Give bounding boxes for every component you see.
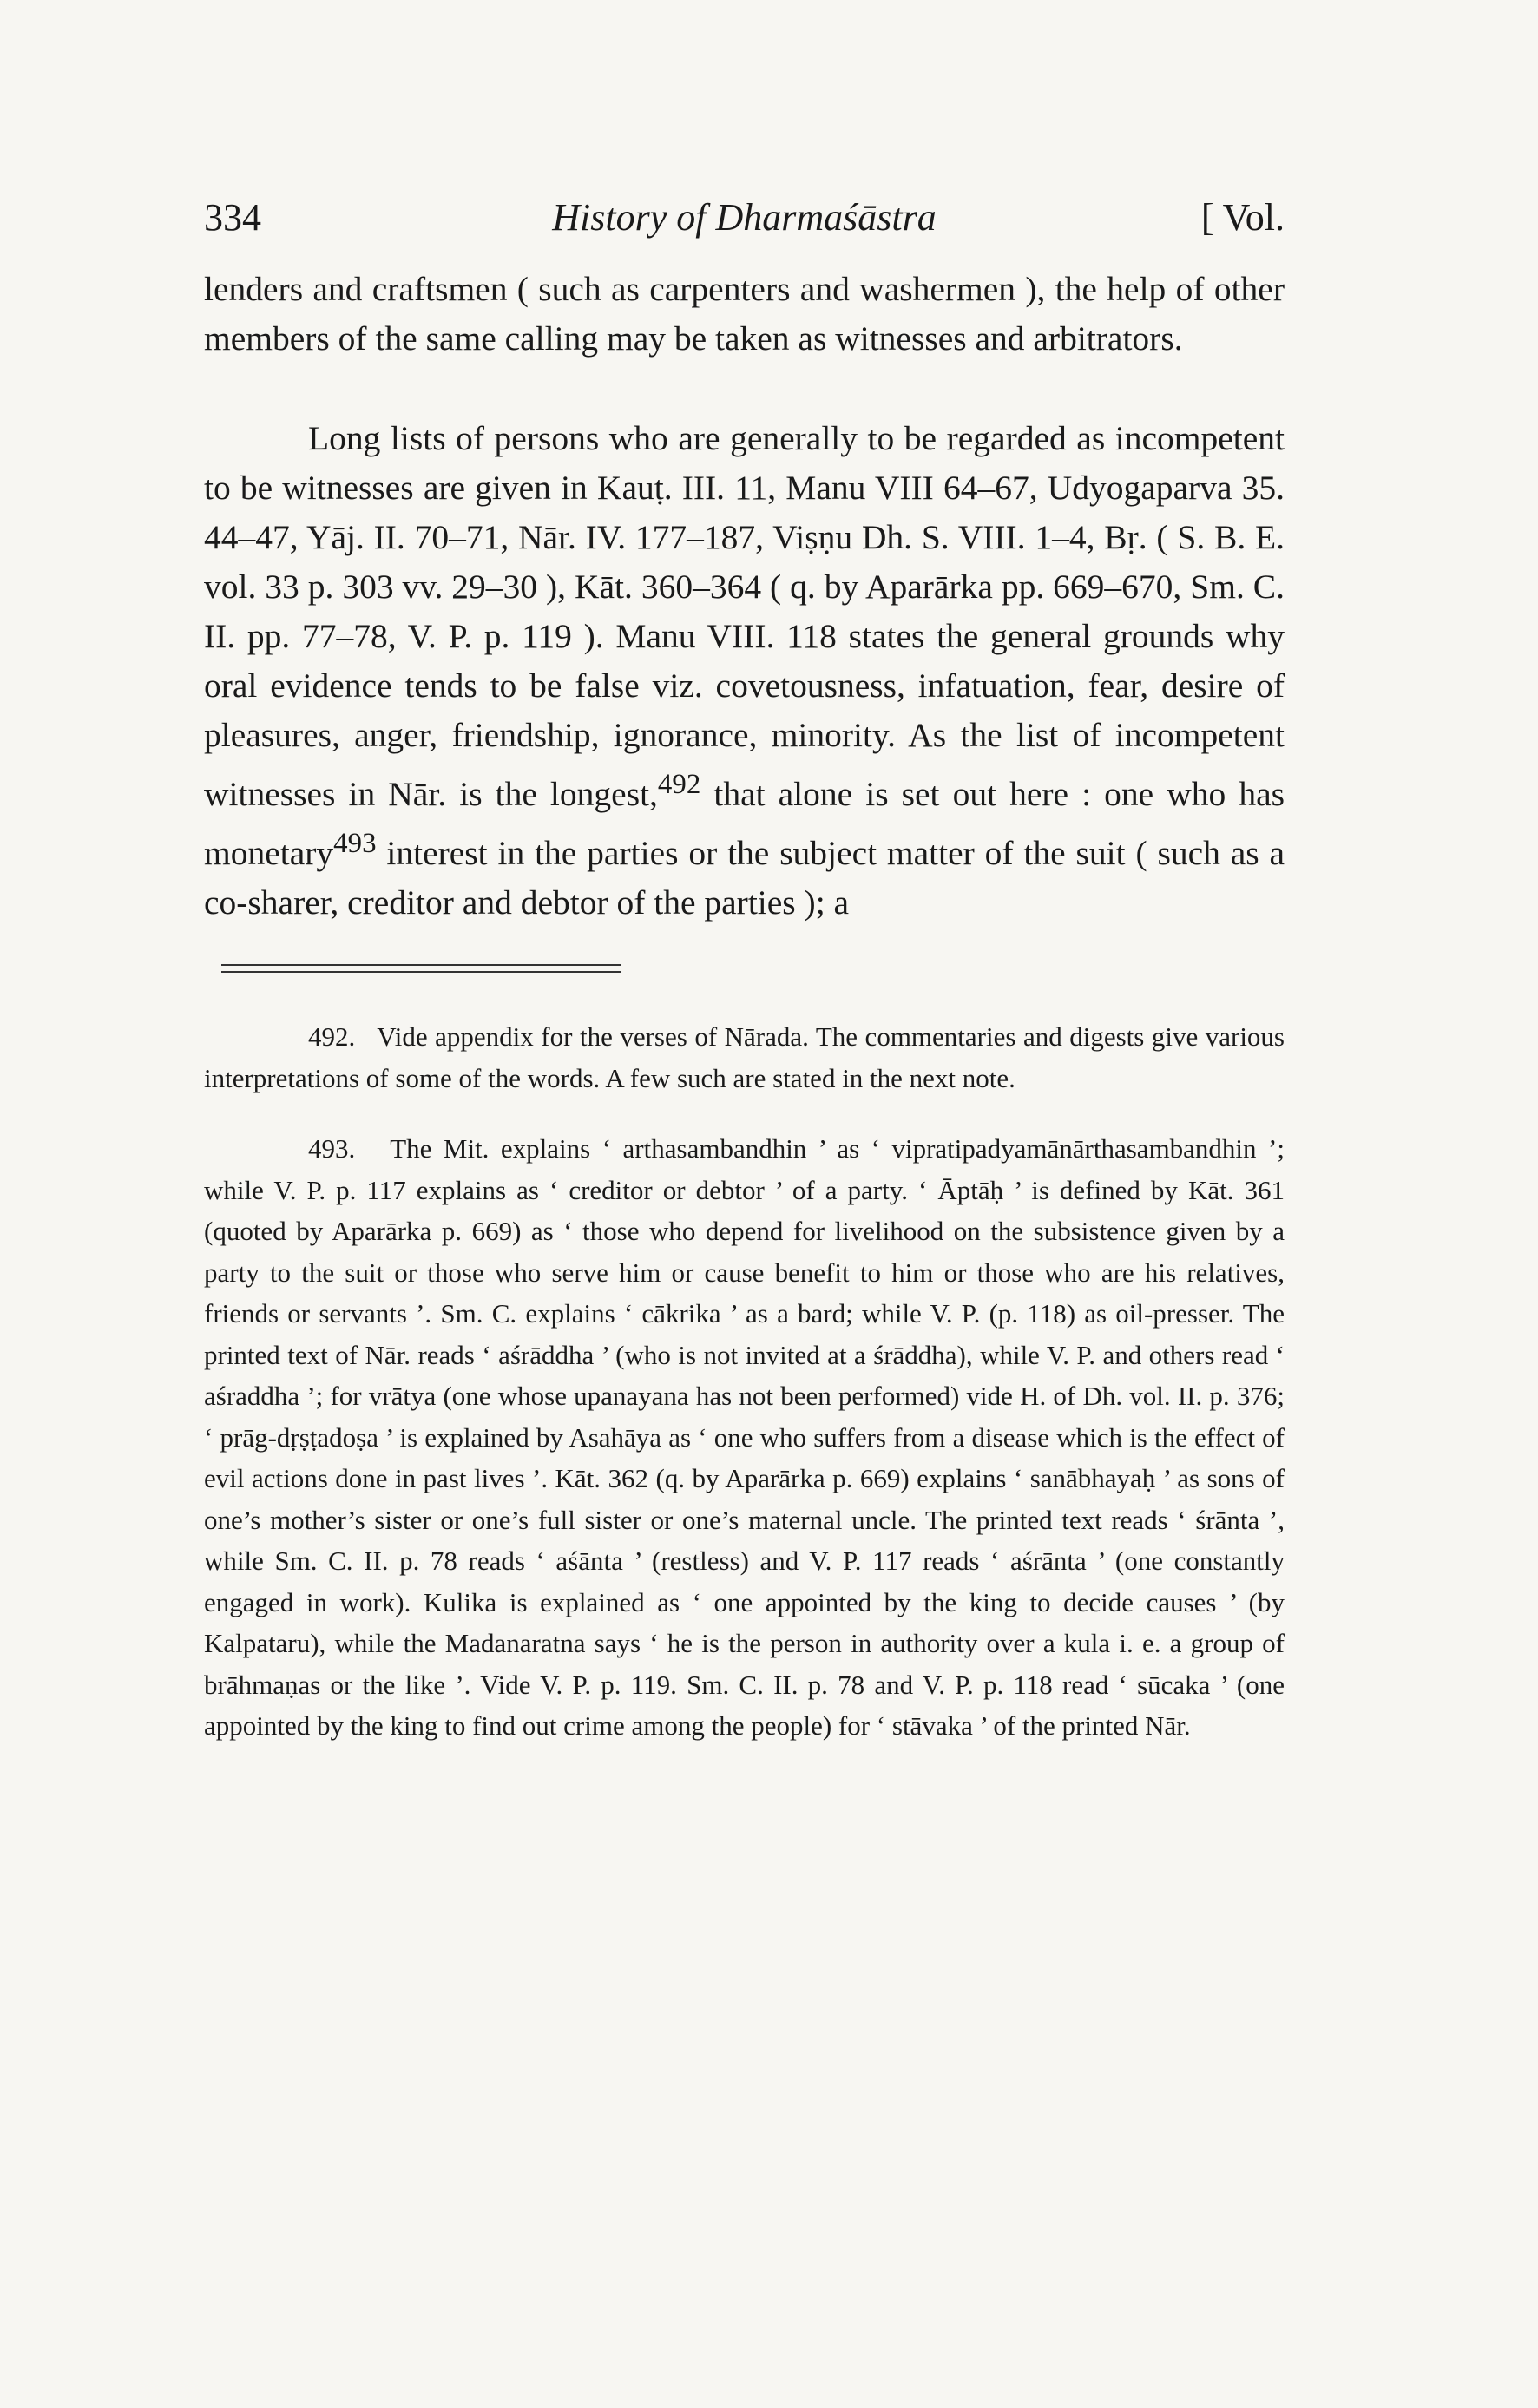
volume-label: [ Vol. (1200, 196, 1285, 239)
paragraph-text-part-3: interest in the parties or the subject matter of the suit ( such as a co-sharer, creditor and debtor of the parties ); a (204, 834, 1285, 922)
paragraph-incompetent-witnesses (204, 414, 1285, 928)
footnote-492 (204, 1016, 1285, 1099)
running-title: History of Dharmaśāstra (552, 196, 937, 239)
footnote-separator (221, 964, 621, 973)
paragraph-text-part-1: Long lists of persons who are generally to be regarded as incompetent to be witnesses are given in Kauṭ. III. 11, Manu VIII 64–67, Udyogaparva 35. 44–47, Yāj. II. 70–71, Nār. IV. 177–187, Viṣṇu Dh. S. VIII. 1–4, Bṛ. ( S. B. E. vol. 33 p. 303 vv. 29–30 ), Kāt. 360–364 ( q. by Aparārka pp. 669–670, Sm. C. II. pp. 77–78, V. P. p. 119 ). Manu VIII. 118 states the general grounds why oral evidence tends to be false viz. covetousness, infatuation, fear, desire of pleasures, anger, friendship, ignorance, minority. As the list of incompetent witnesses in Nār. is the longest, (204, 419, 1285, 814)
footnote-493 (204, 1128, 1285, 1747)
page-header (204, 195, 1285, 256)
footnote-ref-493: 493 (333, 828, 377, 860)
footnote-ref-492: 492 (657, 769, 701, 800)
page-number: 334 (204, 196, 261, 239)
footnote-number: 493. (308, 1133, 356, 1165)
footnote-text: Vide appendix for the verses of Nārada. The commentaries and digests give various interpretations of some of the words. A few such are stated in the next note. (204, 1021, 1285, 1093)
footnote-number: 492. (308, 1021, 356, 1053)
book-page (204, 195, 1285, 1776)
paragraph-continued: lenders and craftsmen ( such as carpenters and washermen ), the help of other members of the same calling may be taken as witnesses and arbitrators. (204, 270, 1285, 358)
footnote-text: The Mit. explains ‘ arthasambandhin ’ as ‘ vipratipadyamānārthasambandhin ’; while V. P. p. 117 explains as ‘ creditor or debtor ’ of a party. ‘ Āptāḥ ’ is defined by Kāt. 361 (quoted by Aparārka p. 669) as ‘ those who depend for livelihood on the subsistence given by a party to the suit or those who serve him or cause benefit to him or those who are his relatives, friends or servants ’. Sm. C. explains ‘ cākrika ’ as a bard; while V. P. (p. 118) as oil-presser. The printed text of Nār. reads ‘ aśrāddha ’ (who is not invited at a śrāddha), while V. P. and others read ‘ aśraddha ’; for vrātya (one whose upanayana has not been performed) vide H. of Dh. vol. II. p. 376; ‘ prāg-dṛṣṭadoṣa ’ is explained by Asahāya as ‘ one who suffers from a disease which is the effect of evil actions done in past lives ’. Kāt. 362 (q. by Aparārka p. 669) explains ‘ sanābhayaḥ ’ as sons of one’s mother’s sister or one’s full sister or one’s maternal uncle. The printed text reads ‘ śrānta ’, while Sm. C. II. p. 78 reads ‘ aśānta ’ (restless) and V. P. 117 reads ‘ aśrānta ’ (one constantly engaged in work). Kulika is explained as ‘ one appointed by the king to decide causes ’ (by Kalpataru), while the Madanaratna says ‘ he is the person in authority over a kula i. e. a group of brāhmaṇas or the like ’. Vide V. P. p. 119. Sm. C. II. p. 78 and V. P. p. 118 read ‘ sūcaka ’ (one appointed by the king to find out crime among the people) for ‘ stāvaka ’ of the printed Nār. (204, 1133, 1285, 1742)
paragraph-text-part-2: that alone is set out here : one who has monetary (204, 775, 1285, 873)
